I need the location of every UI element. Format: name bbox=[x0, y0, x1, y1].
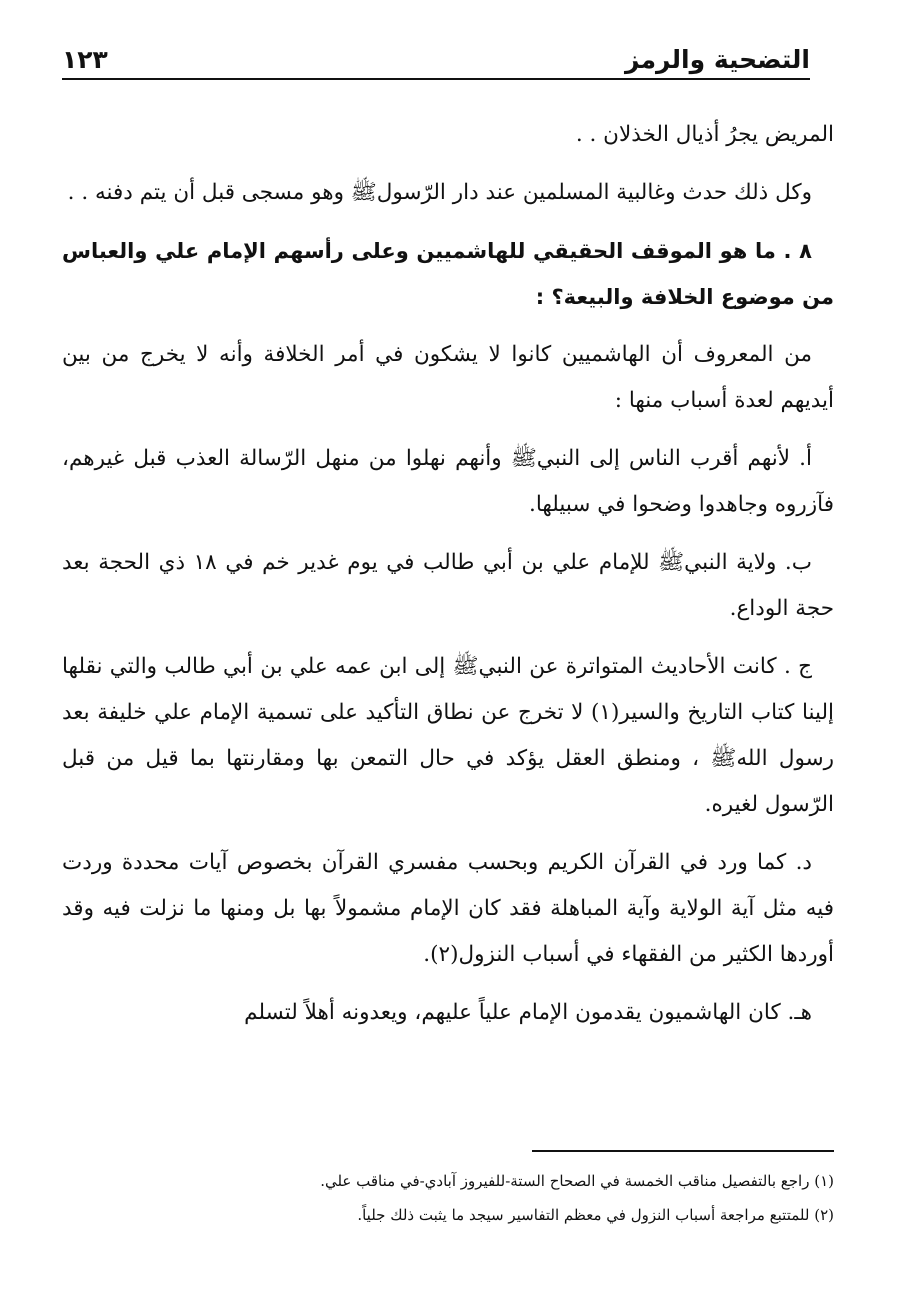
paragraph-intro: من المعروف أن الهاشميين كانوا لا يشكون في أمر الخلافة وأنه لا يخرج من بين أيديهم لعدة أسباب منها : bbox=[62, 342, 834, 413]
footnotes bbox=[62, 1164, 834, 1232]
list-item-e: هـ. كان الهاشميون يقدمون الإمام علياً عليهم، ويعدونه أهلاً لتسلم bbox=[244, 1000, 812, 1025]
list-item-d: د. كما ورد في القرآن الكريم وبحسب مفسري القرآن بخصوص آيات محددة وردت فيه مثل آية الولاية وآية المباهلة فقد كان الإمام مشمولاً بها بل ومنها ما نزلت فيه وقد أوردها الكثير من الفقهاء في أسباب النزول(٢). bbox=[62, 850, 834, 967]
footnote-divider bbox=[532, 1150, 834, 1152]
footnote-1: (١) راجع بالتفصيل مناقب الخمسة في الصحاح الستة-للفيروز آبادي-في مناقب علي. bbox=[320, 1172, 834, 1190]
footnote-2: (٢) للمتتبع مراجعة أسباب النزول في معظم التفاسير سيجد ما يثبت ذلك جلياً. bbox=[357, 1206, 834, 1224]
page-body bbox=[62, 112, 834, 1048]
list-item-a: أ. لأنهم أقرب الناس إلى النبيﷺ وأنهم نهلوا من منهل الرّسالة العذب قبل غيرهم، فآزروه وجاهدوا وضحوا في سبيلها. bbox=[62, 446, 834, 517]
paragraph-event: وكل ذلك حدث وغالبية المسلمين عند دار الرّسولﷺ وهو مسجى قبل أن يتم دفنه . . bbox=[67, 180, 812, 205]
page-number: ١٢٣ bbox=[62, 45, 108, 74]
page-header bbox=[62, 30, 810, 80]
section-heading: ٨ . ما هو الموقف الحقيقي للهاشميين وعلى رأسهم الإمام علي والعباس من موضوع الخلافة والبيعة؟ : bbox=[62, 239, 834, 309]
running-title: التضحية والرمز bbox=[625, 45, 810, 74]
list-item-b: ب. ولاية النبيﷺ للإمام علي بن أبي طالب في يوم غدير خم في ١٨ ذي الحجة بعد حجة الوداع. bbox=[62, 550, 834, 621]
paragraph-continuation: المريض يجرُ أذيال الخذلان . . bbox=[575, 122, 834, 147]
list-item-c: ج . كانت الأحاديث المتواترة عن النبيﷺ إلى ابن عمه علي بن أبي طالب والتي نقلها إلينا كتاب التاريخ والسير(١) لا تخرج عن نطاق التأكيد على تسمية الإمام علي خليفة بعد رسول اللهﷺ ، ومنطق العقل يؤكد في حال التمعن بها ومقارنتها بما قيل من قبل الرّسول لغيره. bbox=[62, 654, 834, 817]
